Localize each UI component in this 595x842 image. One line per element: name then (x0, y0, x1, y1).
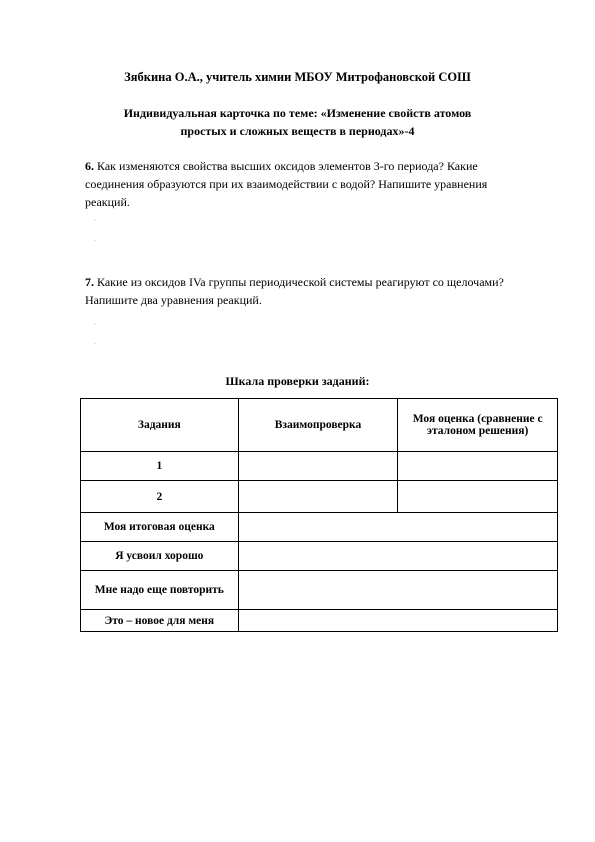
summary-label: Я усвоил хорошо (81, 542, 239, 571)
answer-marker: · (94, 238, 96, 244)
task-number-cell: 2 (81, 481, 239, 513)
summary-value-cell[interactable] (238, 542, 557, 571)
assessment-table (80, 398, 558, 632)
question-7 (85, 273, 530, 309)
card-title-line-2: простых и сложных веществ в периодах»-4 (180, 124, 415, 138)
table-row (81, 571, 558, 610)
card-title-line-1: Индивидуальная карточка по теме: «Изменение свойств атомов (123, 106, 472, 120)
question-number: 7. (85, 275, 94, 289)
summary-value-cell[interactable] (238, 513, 557, 542)
self-grade-cell[interactable] (398, 481, 558, 513)
question-number: 6. (85, 159, 94, 173)
task-number-cell: 1 (81, 452, 239, 481)
answer-marker: · (94, 341, 96, 347)
answer-marker: · (94, 218, 96, 224)
table-row (81, 542, 558, 571)
answer-marker: · (94, 322, 96, 328)
header-tasks: Задания (81, 399, 239, 452)
table-header-row (81, 399, 558, 452)
question-text: Как изменяются свойства высших оксидов элементов 3-го периода? Какие соединения образуются при их взаимодействии с водой? Напишите уравнения реакций. (85, 159, 488, 209)
scale-title: Шкала проверки заданий: (225, 374, 370, 388)
table-row (81, 481, 558, 513)
question-text: Какие из оксидов IVa группы периодической системы реагируют со щелочами? Напишите два уравнения реакций. (85, 275, 504, 307)
self-grade-cell[interactable] (398, 452, 558, 481)
question-6 (85, 157, 530, 211)
summary-label: Моя итоговая оценка (81, 513, 239, 542)
table-row (81, 452, 558, 481)
header-self-grade: Моя оценка (сравнение с эталоном решения) (398, 399, 558, 452)
summary-value-cell[interactable] (238, 610, 557, 632)
summary-label: Это – новое для меня (81, 610, 239, 632)
author-line: Зябкина О.А., учитель химии МБОУ Митрофановской СОШ (124, 70, 471, 84)
peer-check-cell[interactable] (238, 452, 398, 481)
summary-value-cell[interactable] (238, 571, 557, 610)
table-row (81, 513, 558, 542)
summary-label: Мне надо еще повторить (81, 571, 239, 610)
peer-check-cell[interactable] (238, 481, 398, 513)
header-peer-check: Взаимопроверка (238, 399, 398, 452)
table-row (81, 610, 558, 632)
